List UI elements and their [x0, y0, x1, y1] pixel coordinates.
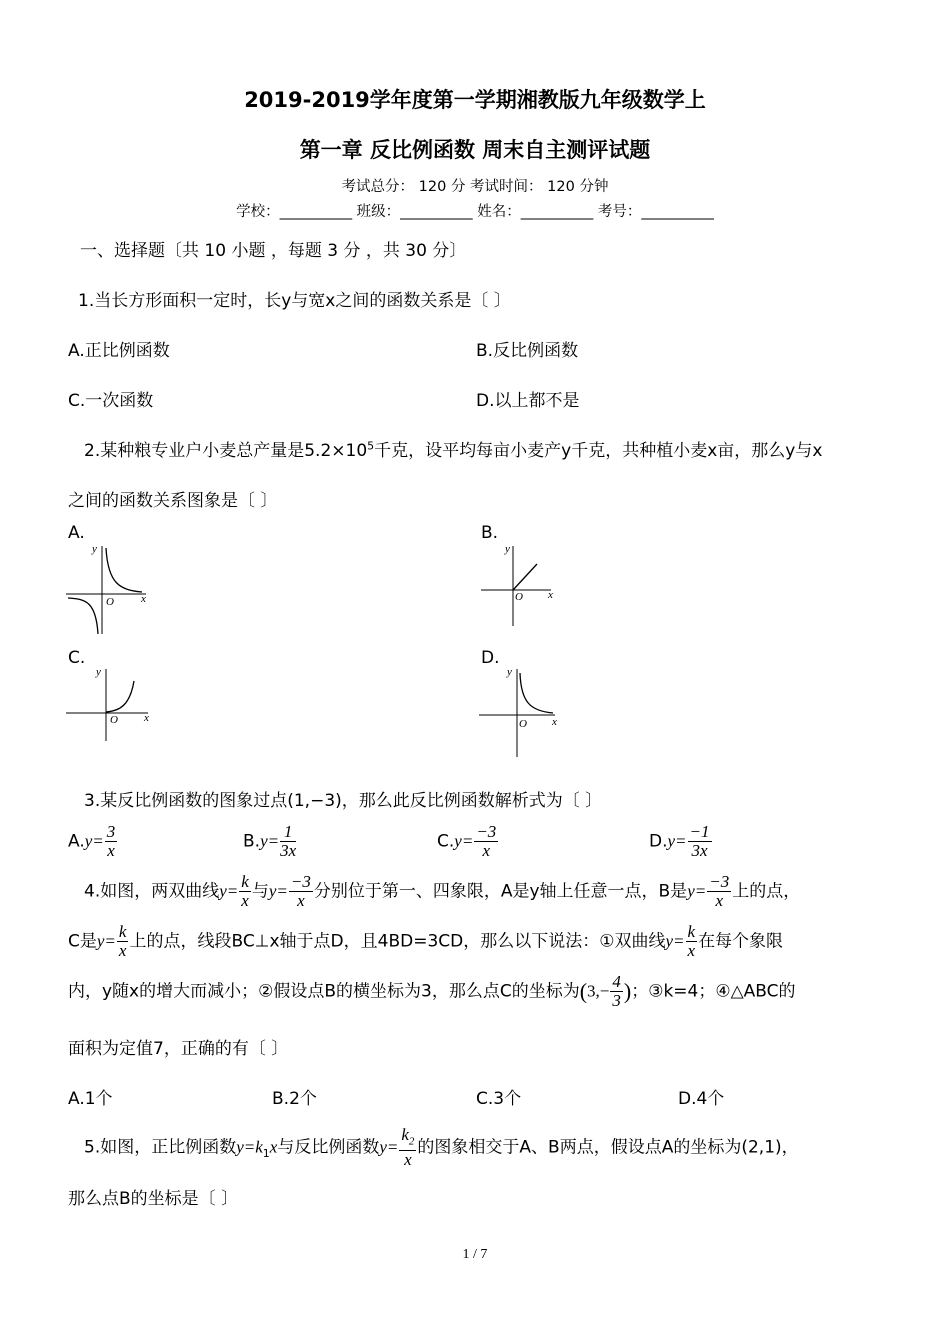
graph-c-y-label: y [96, 666, 101, 678]
q3-option-c [437, 823, 499, 860]
q4-l1-a: 4.如图，两双曲线 [84, 881, 220, 902]
q3-a-fraction [105, 823, 118, 860]
q4-eq1-lhs: y= [219, 881, 239, 901]
question-5-line-1 [84, 1126, 799, 1169]
q4-frac5-num: k [687, 922, 696, 941]
graph-a-x-label: x [141, 593, 146, 605]
graph-option-d [475, 665, 575, 761]
graph-b-y-label: y [505, 543, 510, 555]
q2-option-d-label: D. [481, 648, 500, 668]
q4-eq2-lhs: y= [268, 881, 288, 901]
graph-a-origin: O [106, 596, 114, 608]
q4-frac-m3-x-1 [289, 873, 313, 910]
question-1-option-b: B.反比例函数 [476, 341, 579, 361]
q4-l3-c: ；③k=4；④△ABC的 [631, 981, 796, 1002]
graph-d-x-label: x [552, 716, 557, 728]
question-2-stem [84, 436, 822, 461]
q4-frac-k-x-3 [686, 923, 698, 960]
q4-frac2-den: x [297, 891, 305, 910]
q2-stem-part-a: 2.某种粮专业户小麦总产量是5.2×10 [84, 441, 368, 461]
q3-c-lhs: y= [454, 831, 474, 851]
q4-l1-d: 上的点， [732, 881, 801, 902]
q3-b-fraction [280, 823, 296, 860]
title-line-2: 第一章 反比例函数 周末自主测评试题 [299, 138, 651, 162]
q3-option-a [68, 823, 118, 860]
q5-l1-e: y= [379, 1137, 399, 1157]
graph-option-c [62, 665, 162, 745]
q4-frac-k-x-1 [239, 873, 251, 910]
q3-d-label: D. [649, 831, 668, 852]
q5-frac-k2-x [399, 1126, 416, 1169]
question-5-line-2: 那么点B的坐标是〔 〕 [68, 1189, 239, 1209]
q3-c-label: C. [437, 831, 455, 852]
question-1-option-d: D.以上都不是 [476, 391, 580, 411]
q3-b-den: 3x [280, 841, 297, 860]
page-number: 1 / 7 [462, 1247, 488, 1262]
q3-d-lhs: y= [667, 831, 687, 851]
question-4-option-a: A.1个 [68, 1089, 113, 1109]
question-4-line-3: 内，y随x的增大而减小；②假设点B的横坐标为3，那么点C的坐标为(3,− $\frac{4}{3}$ )；③k=4；④△ABC的 [68, 972, 796, 1010]
q4-frac-4-3 [610, 973, 623, 1010]
graph-c-x-label: x [144, 712, 149, 724]
graph-d-origin: O [519, 718, 527, 730]
q4-frac6-den: 3 [612, 991, 621, 1010]
graph-c-origin: O [110, 714, 118, 726]
question-2-stem-cont: 之间的函数关系图象是〔 〕 [68, 491, 278, 511]
q4-frac-m3-x-2 [707, 873, 731, 910]
q5-l1-sub: 1 [262, 1147, 270, 1161]
q4-frac1-num: k [241, 872, 249, 891]
q3-a-den: x [107, 841, 115, 860]
q3-a-lhs: y= [84, 831, 104, 851]
q3-option-d [649, 823, 713, 860]
section-heading: 一、选择题〔共 10 小题 ，每题 3 分 ，共 30 分〕 [80, 241, 467, 261]
question-1-option-c: C.一次函数 [68, 391, 154, 411]
question-4-line-4: 面积为定值7，正确的有〔 〕 [68, 1039, 289, 1059]
q3-b-lhs: y= [260, 831, 280, 851]
q4-l1-b: 与 [251, 881, 269, 902]
q5-l1-f: 的图象相交于A、B两点，假设点A的坐标为(2,1)， [417, 1137, 799, 1158]
q4-l3-b: 3,− [587, 981, 610, 1001]
q3-c-num: −3 [476, 822, 497, 841]
q3-option-b [243, 823, 297, 860]
q4-l3-a: 内，y随x的增大而减小；②假设点B的横坐标为3，那么点C的坐标为 [68, 981, 580, 1002]
q4-frac5-den: x [687, 941, 696, 960]
q5-num-sub: 2 [408, 1135, 415, 1148]
q4-frac3-den: x [715, 891, 723, 910]
q3-c-den: x [482, 841, 491, 860]
graph-option-b [475, 540, 575, 630]
q4-frac4-num: k [118, 922, 127, 941]
graph-b-x-label: x [548, 589, 553, 601]
q4-l2-c: 在每个象限 [698, 931, 784, 952]
q4-l1-c: 分别位于第一、四象限，A是y轴上任意一点，B是 [313, 881, 688, 902]
q2-stem-part-b: 千克，设平均每亩小麦产y千克，共种植小麦x亩，那么y与x [374, 441, 823, 461]
question-4-line-1 [84, 873, 800, 910]
question-4-option-b: B.2个 [272, 1089, 317, 1109]
question-1-option-a: A.正比例函数 [68, 341, 170, 361]
q3-c-fraction [474, 823, 498, 860]
q5-l1-b: y=k [236, 1137, 263, 1157]
q4-eq3-lhs: y= [687, 881, 707, 901]
q5-l1-c: x [269, 1137, 278, 1157]
q3-d-den: 3x [691, 841, 708, 860]
q5-frac-num [399, 1126, 416, 1151]
graph-a-y-label: y [92, 543, 97, 555]
graph-option-a [62, 540, 162, 638]
title-line-1: 2019-2019学年度第一学期湘教版九年级数学上 [244, 88, 706, 112]
q3-a-label: A. [68, 831, 85, 852]
q4-frac2-num: −3 [290, 872, 311, 891]
q2-option-a-label: A. [68, 523, 85, 543]
q3-d-num: −1 [689, 822, 710, 841]
q4-frac-k-x-2 [117, 923, 129, 960]
question-4-option-d: D.4个 [678, 1089, 725, 1109]
q4-frac1-den: x [241, 891, 249, 910]
graph-b-origin: O [515, 591, 523, 603]
q2-option-c-label: C. [68, 648, 86, 668]
q3-b-num: 1 [280, 823, 296, 842]
q4-eq5-lhs: y= [665, 931, 685, 951]
q5-l1-d: 与反比例函数 [277, 1137, 380, 1158]
q4-frac4-den: x [118, 941, 127, 960]
exam-info: 考试总分： 120 分 考试时间： 120 分钟 [341, 179, 609, 195]
q4-frac3-num: −3 [709, 872, 730, 891]
question-4-line-2 [68, 923, 783, 960]
student-fields: 学校：__________ 班级：__________ 姓名：__________ 考号：__________ [236, 204, 714, 220]
q5-l1-a: 5.如图，正比例函数 [84, 1137, 237, 1158]
q2-option-b-label: B. [481, 523, 499, 543]
q3-a-num: 3 [106, 822, 116, 841]
q2-exponent: 5 [367, 439, 375, 453]
q4-l2-b: 上的点，线段BC⊥x轴于点D，且4BD=3CD，那么以下说法：①双曲线 [129, 931, 666, 952]
question-3-stem: 3.某反比例函数的图象过点(1,−3)，那么此反比例函数解析式为〔 〕 [84, 791, 603, 811]
q3-d-fraction [688, 823, 712, 860]
q5-num-k: k [401, 1125, 409, 1144]
q4-eq4-lhs: y= [96, 931, 116, 951]
q5-frac-den: x [404, 1150, 412, 1170]
q4-l2-a: C是 [68, 931, 97, 952]
graph-d-y-label: y [507, 666, 512, 678]
question-4-option-c: C.3个 [476, 1089, 522, 1109]
question-1-stem: 1.当长方形面积一定时，长y与宽x之间的函数关系是〔 〕 [78, 291, 511, 311]
q4-frac6-num: 4 [612, 972, 621, 991]
q3-b-label: B. [243, 831, 261, 852]
